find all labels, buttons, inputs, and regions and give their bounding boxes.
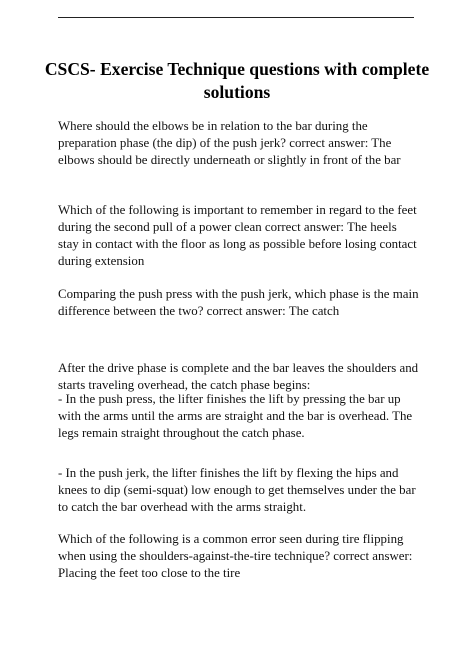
question-paragraph-push-press-vs-jerk: Comparing the push press with the push jerk, which phase is the main difference between the two? correct answer: The catch: [58, 287, 419, 318]
page-title: CSCS- Exercise Technique questions with complete solutions: [44, 59, 430, 102]
explanation-item-push-press: - In the push press, the lifter finishes the lift by pressing the bar up with the arms until the arms are straight and the bar is overhead. The legs remain straight throughout the catch phase.: [58, 392, 413, 440]
explanation-paragraph-catch-phase: After the drive phase is complete and the bar leaves the shoulders and starts traveling overhead, the catch phase begins:: [58, 361, 419, 392]
top-divider: [58, 17, 414, 18]
question-paragraph-tire-flipping: Which of the following is a common error seen during tire flipping when using the shoulders-against-the-tire technique? correct answer: Placing the feet too close to the tire: [58, 532, 413, 580]
question-paragraph-elbow-position: Where should the elbows be in relation to the bar during the preparation phase (the dip) of the push jerk? correct answer: The elbows should be directly underneath or slightly in front of the bar: [58, 119, 401, 167]
question-paragraph-power-clean-feet: Which of the following is important to remember in regard to the feet during the second pull of a power clean correct answer: The heels stay in contact with the floor as long as possible before losing contact during extension: [58, 203, 417, 268]
explanation-item-push-jerk: - In the push jerk, the lifter finishes the lift by flexing the hips and knees to dip (semi-squat) low enough to get themselves under the bar to catch the bar overhead with the arms straight.: [58, 466, 416, 514]
